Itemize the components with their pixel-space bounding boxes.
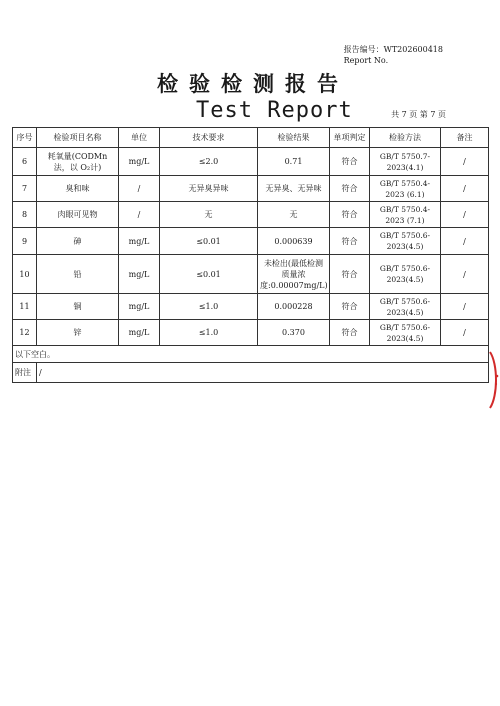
cell-method: GB/T 5750.6-2023(4.5): [370, 228, 441, 255]
table-row: [13, 320, 489, 346]
page-title-en: Test Report: [196, 98, 353, 123]
cell-judgement: 符合: [330, 176, 370, 202]
cell-judgement: 符合: [330, 255, 370, 294]
column-header: 检验结果: [258, 128, 330, 148]
cell-remark: /: [441, 320, 489, 346]
cell-item: 铜: [37, 294, 119, 320]
cell-no: 7: [13, 176, 37, 202]
cell-result: 0.000228: [258, 294, 330, 320]
cell-remark: /: [441, 202, 489, 228]
column-header: 技术要求: [160, 128, 258, 148]
cell-remark: /: [441, 228, 489, 255]
cell-judgement: 符合: [330, 294, 370, 320]
column-header: 备注: [441, 128, 489, 148]
cell-remark: /: [441, 148, 489, 176]
cell-judgement: 符合: [330, 228, 370, 255]
report-number-en-label: Report No.: [343, 56, 389, 65]
column-header: 单项判定: [330, 128, 370, 148]
table-row: [13, 202, 489, 228]
note-row: [13, 363, 489, 383]
cell-unit: /: [119, 176, 160, 202]
table-row: [13, 294, 489, 320]
cell-requirement: ≤0.01: [160, 228, 258, 255]
cell-item: 铅: [37, 255, 119, 294]
column-header: 单位: [119, 128, 160, 148]
cell-unit: mg/L: [119, 255, 160, 294]
official-seal-edge: [482, 350, 500, 410]
blank-below-row: [13, 346, 489, 363]
cell-remark: /: [441, 294, 489, 320]
report-number-block: [344, 44, 443, 66]
page-title-cn: 检验检测报告: [157, 72, 349, 96]
cell-remark: /: [441, 176, 489, 202]
column-header: 检验方法: [370, 128, 441, 148]
cell-unit: mg/L: [119, 320, 160, 346]
table-row: [13, 176, 489, 202]
results-table: [12, 127, 489, 383]
cell-method: GB/T 5750.6-2023(4.5): [370, 294, 441, 320]
table-row: [13, 228, 489, 255]
cell-no: 6: [13, 148, 37, 176]
cell-result: 未检出(最低检测质量浓度:0.00007mg/L): [258, 255, 330, 294]
cell-no: 11: [13, 294, 37, 320]
cell-item: 锌: [37, 320, 119, 346]
cell-unit: mg/L: [119, 228, 160, 255]
cell-judgement: 符合: [330, 202, 370, 228]
cell-method: GB/T 5750.4-2023 (7.1): [370, 202, 441, 228]
cell-result: 无异臭、无异味: [258, 176, 330, 202]
cell-item: 砷: [37, 228, 119, 255]
blank-below-text: 以下空白。: [13, 346, 489, 363]
cell-judgement: 符合: [330, 148, 370, 176]
column-header: 检验项目名称: [37, 128, 119, 148]
cell-result: 0.71: [258, 148, 330, 176]
cell-requirement: ≤2.0: [160, 148, 258, 176]
table-row: [13, 148, 489, 176]
cell-no: 9: [13, 228, 37, 255]
cell-unit: mg/L: [119, 148, 160, 176]
cell-no: 12: [13, 320, 37, 346]
cell-method: GB/T 5750.6-2023(4.5): [370, 255, 441, 294]
cell-method: GB/T 5750.4-2023 (6.1): [370, 176, 441, 202]
cell-method: GB/T 5750.7-2023(4.1): [370, 148, 441, 176]
table-row: [13, 255, 489, 294]
cell-item: 肉眼可见物: [37, 202, 119, 228]
page-count: 共 7 页 第 7 页: [391, 110, 446, 119]
cell-unit: mg/L: [119, 294, 160, 320]
table-header-row: [13, 128, 489, 148]
cell-result: 0.370: [258, 320, 330, 346]
cell-requirement: ≤1.0: [160, 320, 258, 346]
cell-no: 10: [13, 255, 37, 294]
cell-unit: /: [119, 202, 160, 228]
cell-result: 无: [258, 202, 330, 228]
cell-judgement: 符合: [330, 320, 370, 346]
cell-item: 耗氧量(CODMn 法，以 O₂计): [37, 148, 119, 176]
cell-item: 臭和味: [37, 176, 119, 202]
note-value: /: [37, 363, 489, 383]
column-header: 序号: [13, 128, 37, 148]
report-number: 报告编号：WT202600418: [343, 45, 443, 54]
cell-requirement: 无: [160, 202, 258, 228]
cell-requirement: ≤0.01: [160, 255, 258, 294]
note-label: 附注: [13, 363, 37, 383]
cell-requirement: ≤1.0: [160, 294, 258, 320]
cell-requirement: 无异臭异味: [160, 176, 258, 202]
cell-remark: /: [441, 255, 489, 294]
cell-no: 8: [13, 202, 37, 228]
cell-method: GB/T 5750.6-2023(4.5): [370, 320, 441, 346]
cell-result: 0.000639: [258, 228, 330, 255]
